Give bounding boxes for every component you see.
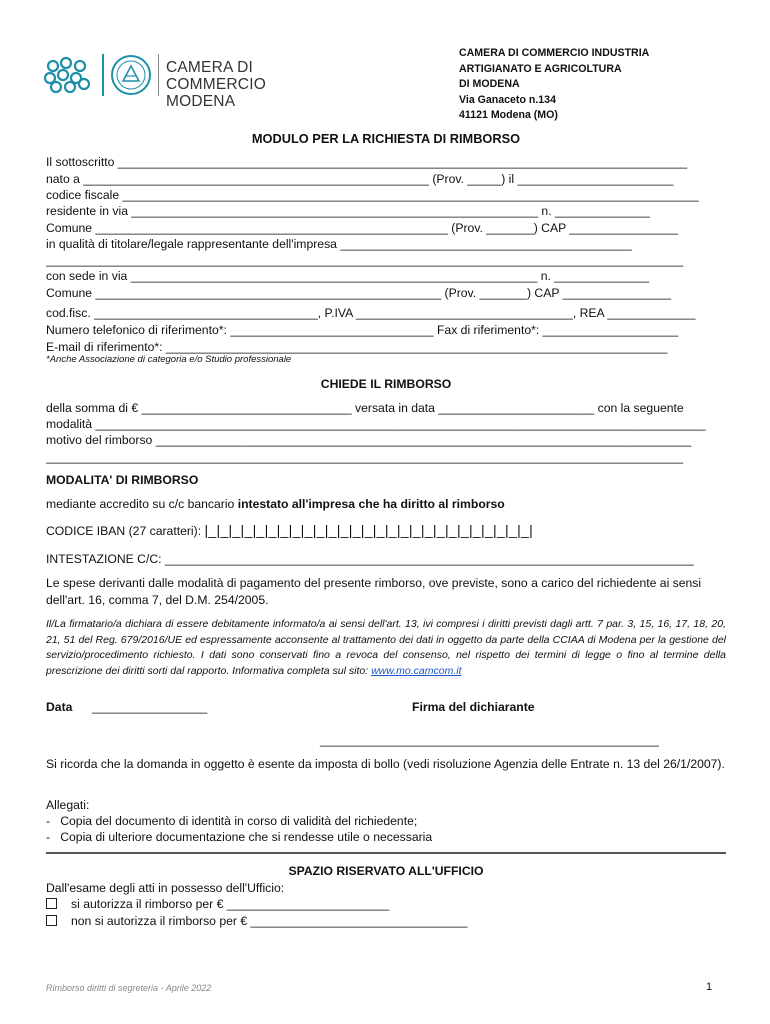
field-codfisc-piva-rea[interactable]: cod.fisc. _________________________________, P.IVA ________________________________, REA _____________ bbox=[46, 306, 696, 320]
address-block bbox=[459, 46, 649, 124]
field-sede[interactable]: con sede in via ____________________________________________________________ n. ______________ bbox=[46, 269, 650, 283]
address-line: ARTIGIANATO E AGRICOLTURA bbox=[459, 62, 622, 75]
iban-row bbox=[46, 522, 726, 539]
office-heading: SPAZIO RISERVATO ALL'UFFICIO bbox=[288, 864, 484, 878]
privacy-notice bbox=[46, 617, 726, 679]
office-intro: Dall'esame degli atti in possesso dell'Ufficio: bbox=[46, 881, 285, 895]
authorize-checkbox[interactable] bbox=[46, 898, 57, 909]
field-email[interactable]: E-mail di riferimento*: __________________________________________________________________________ bbox=[46, 340, 668, 354]
logo-seal-icon bbox=[110, 54, 152, 96]
page-title: MODULO PER LA RICHIESTA DI RIMBORSO bbox=[251, 131, 521, 146]
office-option-deny bbox=[46, 913, 726, 929]
request-heading: CHIEDE IL RIMBORSO bbox=[320, 377, 452, 391]
attachment-item: - Copia del documento di identità in corso di validità del richiedente; bbox=[46, 814, 418, 828]
field-comune-sede[interactable]: Comune ___________________________________________________ (Prov. _______) CAP ________________ bbox=[46, 286, 672, 300]
field-titolare[interactable]: in qualità di titolare/legale rappresentante dell'impresa ___________________________________________ bbox=[46, 237, 632, 251]
office-divider bbox=[46, 852, 726, 854]
footnote: *Anche Associazione di categoria e/o Studio professionale bbox=[46, 354, 292, 365]
field-modalita[interactable]: modalità __________________________________________________________________________________________ bbox=[46, 417, 706, 431]
date-field[interactable]: _________________ bbox=[92, 700, 208, 714]
address-line: Via Ganaceto n.134 bbox=[459, 93, 556, 106]
signature-label: Firma del dichiarante bbox=[412, 700, 535, 714]
stamp-note: Si ricorda che la domanda in oggetto è esente da imposta di bollo (vedi risoluzione Agenzia delle Entrate n. 13 del 26/1/2007). bbox=[46, 757, 725, 771]
refund-intro-bold: intestato all'impresa che ha diritto al rimborso bbox=[237, 497, 505, 511]
office-option-authorize bbox=[46, 896, 726, 912]
attachment-item-text: Copia di ulteriore documentazione che si rendesse utile o necessaria bbox=[60, 830, 433, 844]
deny-checkbox[interactable] bbox=[46, 915, 57, 926]
refund-intro bbox=[46, 496, 726, 512]
address-line: DI MODENA bbox=[459, 78, 520, 90]
field-somma[interactable]: della somma di € _______________________________ versata in data _______________________ con la seguente bbox=[46, 401, 684, 415]
logo-text-line2: MODENA bbox=[166, 93, 236, 110]
privacy-text: Il/La firmatario/a dichiara di essere debitamente informato/a ai sensi dell'art. 13, ivi compresi i diritti previsti dagli artt. 7 par. 3, 15, 16, 17, 18, 20, 21, 51 del Reg. 679/2016/UE ed espressamente acconsente al trattamento dei dati in oggetto da parte della CCIAA di Modena per la gestione del servizio/procedimento richiesto. I dati sono conservati fino a revoca del consenso, nel rispetto dei termini di legge o fino al termine della prescrizione dei diritti sorti dal rapporto. Informativa completa sul sito: bbox=[46, 618, 726, 677]
field-impresa-continuation[interactable]: ______________________________________________________________________________________________ bbox=[46, 253, 684, 267]
logo-knot-icon bbox=[44, 56, 96, 94]
refund-intro-plain: mediante accredito su c/c bancario bbox=[46, 497, 238, 511]
field-codice-fiscale[interactable]: codice fiscale _____________________________________________________________________________________ bbox=[46, 188, 699, 202]
attachments-heading: Allegati: bbox=[46, 798, 90, 812]
address-line: CAMERA DI COMMERCIO INDUSTRIA bbox=[459, 47, 650, 59]
expenses-text: Le spese derivanti dalle modalità di pagamento del presente rimborso, ove previste, sono a carico del richiedente ai sensi dell'art. 16, comma 7, del D.M. 254/2005. bbox=[46, 576, 702, 607]
field-motivo[interactable]: motivo del rimborso _______________________________________________________________________________ bbox=[46, 433, 692, 447]
signature-field[interactable]: __________________________________________________ bbox=[320, 733, 659, 747]
footer-doc-label: Rimborso diritti di segreteria - Aprile 2022 bbox=[46, 983, 212, 993]
logo-text-line1: CAMERA DI COMMERCIO bbox=[166, 59, 266, 93]
field-comune[interactable]: Comune ____________________________________________________ (Prov. _______) CAP ________________ bbox=[46, 221, 678, 235]
deny-text[interactable]: non si autorizza il rimborso per € ________________________________ bbox=[71, 914, 468, 928]
authorize-text[interactable]: si autorizza il rimborso per € ________________________ bbox=[71, 897, 390, 911]
iban-label: CODICE IBAN (27 caratteri): bbox=[46, 524, 202, 538]
field-intestazione[interactable]: INTESTAZIONE C/C: ______________________________________________________________________________ bbox=[46, 552, 694, 566]
field-residente[interactable]: residente in via ____________________________________________________________ n. ______________ bbox=[46, 204, 650, 218]
field-telefono-fax[interactable]: Numero telefonico di riferimento*: ______________________________ Fax di riferimento*: ____________________ bbox=[46, 323, 679, 337]
chamber-logo bbox=[44, 54, 344, 110]
address-line: 41121 Modena (MO) bbox=[459, 109, 558, 121]
field-motivo-continuation[interactable]: ______________________________________________________________________________________________ bbox=[46, 450, 684, 464]
field-nato-a[interactable]: nato a ___________________________________________________ (Prov. _____) il _______________________ bbox=[46, 172, 674, 186]
privacy-link[interactable]: www.mo.camcom.it bbox=[371, 664, 462, 677]
date-label: Data bbox=[46, 700, 73, 714]
field-sottoscritto[interactable]: Il sottoscritto ____________________________________________________________________________________ bbox=[46, 155, 688, 169]
logo-divider-2 bbox=[158, 54, 159, 96]
attachment-item-text: Copia del documento di identità in corso di validità del richiedente; bbox=[60, 814, 418, 828]
iban-input[interactable]: |_|_|_|_|_|_|_|_|_|_|_|_|_|_|_|_|_|_|_|_|_|_|_|_|_|_|_| bbox=[204, 522, 534, 538]
logo-divider bbox=[102, 54, 104, 96]
refund-mode-heading: MODALITA' DI RIMBORSO bbox=[46, 473, 199, 487]
page-number: 1 bbox=[706, 981, 713, 993]
attachment-item: - Copia di ulteriore documentazione che si rendesse utile o necessaria bbox=[46, 830, 433, 844]
